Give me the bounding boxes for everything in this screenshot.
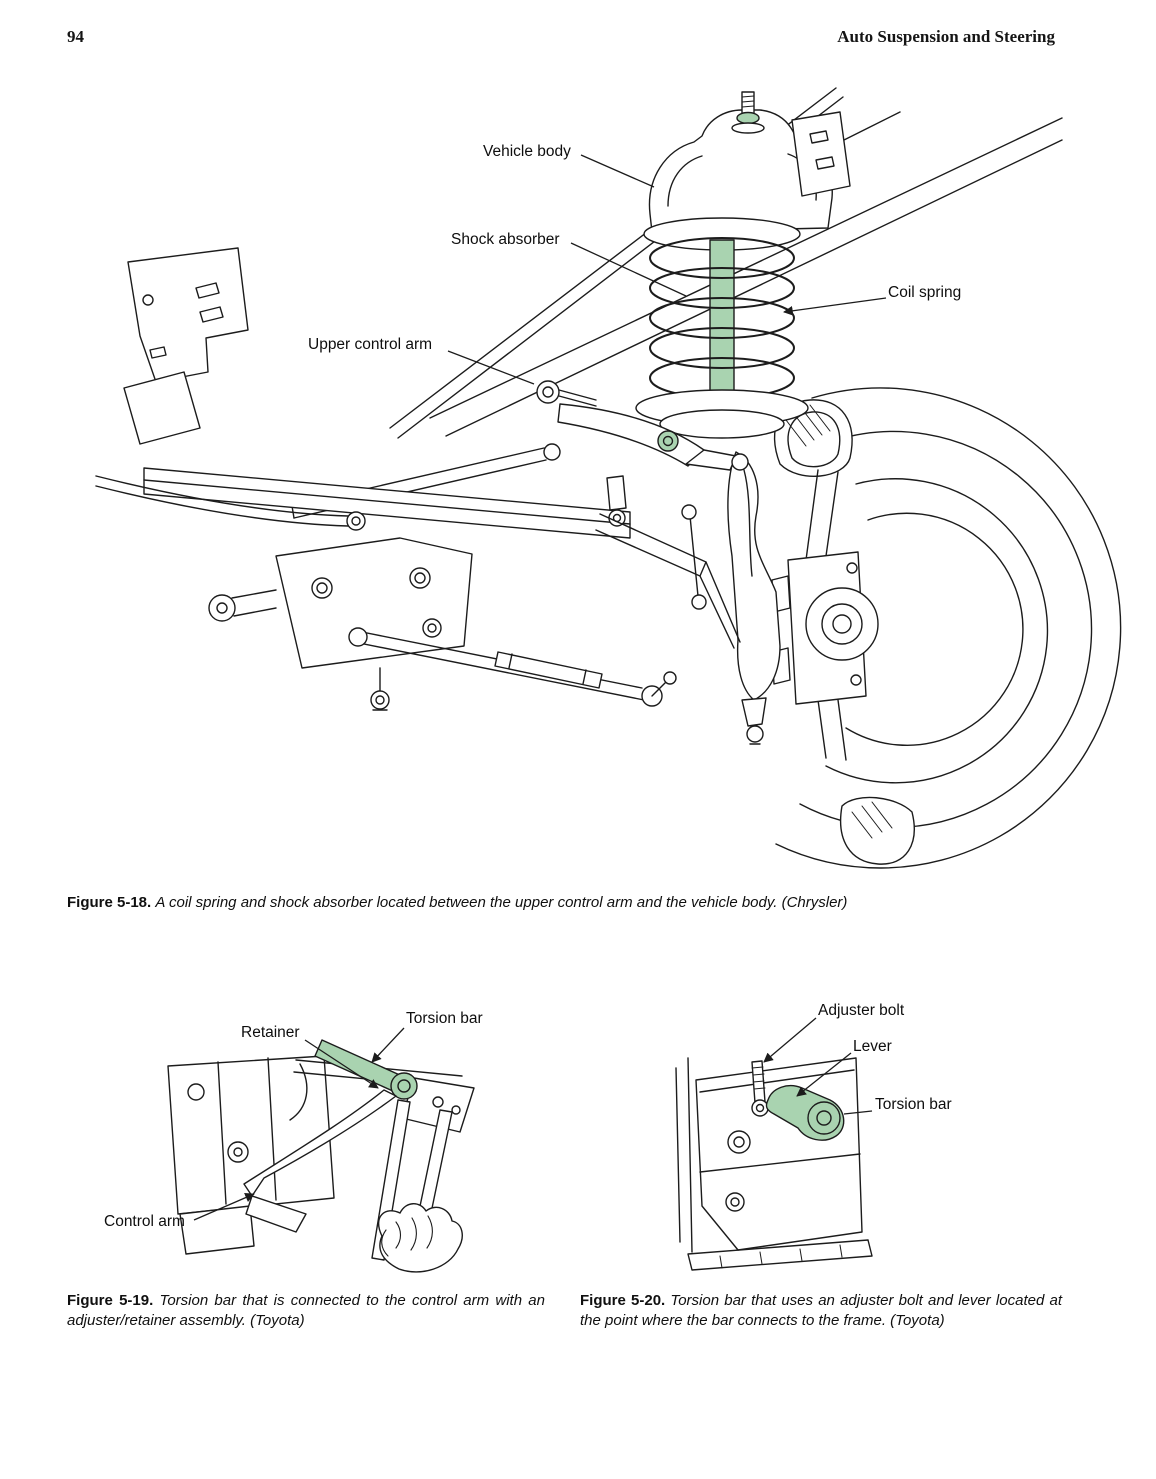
figure-5-18-caption-number: Figure 5-18.: [67, 894, 152, 911]
figure-5-19-caption: [67, 1291, 545, 1331]
torsion-bar-leader-line: [372, 1028, 404, 1062]
figure-5-20-caption-text: Torsion bar that uses an adjuster bolt and lever located at the point where the bar connects to the frame. (Toyota): [580, 1292, 1062, 1329]
figure-5-20-drawing: [676, 1058, 872, 1270]
figure-5-19-caption-number: Figure 5-19.: [67, 1292, 154, 1309]
label-adjuster-bolt: Adjuster bolt: [818, 1002, 905, 1019]
label-torsion-bar-20: Torsion bar: [875, 1096, 952, 1113]
figure-5-20-caption: [580, 1291, 1062, 1331]
label-vehicle-body: Vehicle body: [483, 143, 571, 160]
shock-absorber-body-highlight: [710, 240, 734, 400]
figure-5-19-caption-text: Torsion bar that is connected to the control arm with an adjuster/retainer assembly. (Toyota): [67, 1292, 545, 1329]
strut-mount-nut-highlight: [737, 113, 759, 124]
adjuster-bolt-leader-line: [764, 1018, 816, 1062]
shock-absorber-leader-line: [571, 243, 686, 296]
vehicle-body-leader-line: [581, 155, 654, 187]
upper-control-arm-leader-line: [448, 351, 534, 384]
label-lever: Lever: [853, 1038, 892, 1055]
figure-5-18-caption-text: A coil spring and shock absorber located between the upper control arm and the vehicle body. (Chrysler): [155, 894, 848, 911]
figure-5-20-caption-number: Figure 5-20.: [580, 1292, 666, 1309]
control-arm-bolt-highlight: [658, 431, 678, 451]
label-retainer: Retainer: [241, 1024, 300, 1041]
label-shock-absorber: Shock absorber: [451, 231, 560, 248]
coil-spring-leader-line: [784, 298, 886, 312]
figure-5-18-drawing: [96, 88, 1121, 868]
figure-5-19-drawing: [168, 1040, 474, 1272]
header-title: Auto Suspension and Steering: [837, 27, 1055, 46]
page-number: 94: [67, 27, 84, 46]
label-control-arm: Control arm: [104, 1213, 185, 1230]
label-upper-control-arm: Upper control arm: [308, 336, 433, 353]
torsion-bar-end-highlight: [808, 1102, 840, 1134]
label-coil-spring: Coil spring: [888, 284, 962, 301]
figure-5-18-caption: [67, 893, 1087, 913]
torsion-bar-highlight: [315, 1040, 402, 1092]
label-torsion-bar-19: Torsion bar: [406, 1010, 483, 1027]
